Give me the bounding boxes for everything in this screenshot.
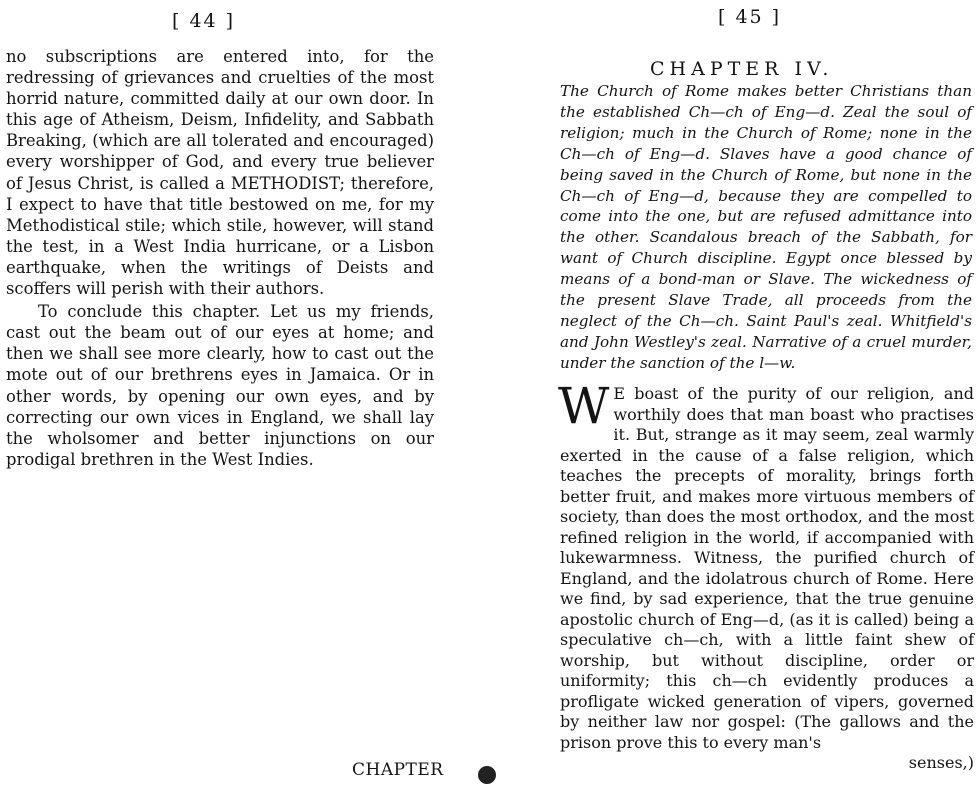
left-paragraph-2: To conclude this chapter. Let us my friends, cast out the beam out of our eyes at home; and then we shall see more clearly, how to cast out the mote out of our brethrens eyes in Jamaica. Or in other words, by opening our own eyes, and by correcting our own vices in England, we shall lay the wholsomer and better injunctions on our prodigal brethren in the West Indies. bbox=[6, 302, 434, 469]
right-page bbox=[540, 0, 980, 789]
left-page-text bbox=[6, 46, 434, 470]
left-paragraph-1: no subscriptions are entered into, for the redressing of grievances and cruelties of the most horrid nature, committed daily at our own door. In this age of Atheism, Deism, Infidelity, and Sabbath Breaking, (which are all tolerated and encouraged) every worshipper of God, and every true believer of Jesus Christ, is called a METHODIST; therefore, I expect to have that title bestowed on me, for my Methodistical stile; which stile, however, will stand the test, in a West India hurricane, or a Lisbon earthquake, when the writings of Deists and scoffers will perish with their authors. bbox=[6, 47, 434, 299]
ink-blot bbox=[478, 766, 496, 784]
page-number-left: [ 44 ] bbox=[172, 10, 236, 32]
chapter-summary: The Church of Rome makes better Christians than the established Ch—ch of Eng—d. Zeal the soul of religion; much in the Church of Rome; none in the Ch—ch of Eng—d. Slaves have a good chance of being saved in the Church of Rome, but none in the Ch—ch of Eng—d, because they are compelled to come into the one, but are refused admittance into the other. Scandalous breach of the Sabbath, for want of Church discipline. Egypt once blessed by means of a bond-man or Slave. The wickedness of the present Slave Trade, all proceeds from the neglect of the Ch—ch. Saint Paul's zeal. Whitfield's and John Westley's zeal. Narrative of a cruel murder, under the sanction of the l—w. bbox=[560, 82, 972, 372]
chapter-body bbox=[558, 377, 974, 774]
left-page bbox=[0, 0, 470, 789]
chapter-body-last-line: senses,) bbox=[908, 753, 974, 772]
chapter-title: CHAPTER IV. bbox=[650, 58, 834, 80]
catchword: CHAPTER bbox=[352, 760, 444, 780]
chapter-body-text: E boast of the purity of our religion, and worthily does that man boast who practises it. But, strange as it may seem, zeal warmly exerted in the cause of a false religion, which teaches the precepts of morality, brings forth better fruit, and makes more virtuous members of society, than does the most orthodox, and the most refined religion in the world, if accompanied with lukewarmness. Witness, the purified church of England, and the idolatrous church of Rome. Here we find, by sad experience, that the true genuine apostolic church of Eng—d, (as it is called) being a speculative ch—ch, with a little faint shew of worship, but without discipline, order or uniformity; this ch—ch evidently produces a profligate wicked generation of vipers, governed by neither law nor gospel: (The gallows and the prison prove this to every man's bbox=[560, 384, 974, 752]
page-number-right: [ 45 ] bbox=[718, 6, 782, 28]
drop-cap: W bbox=[558, 377, 610, 435]
